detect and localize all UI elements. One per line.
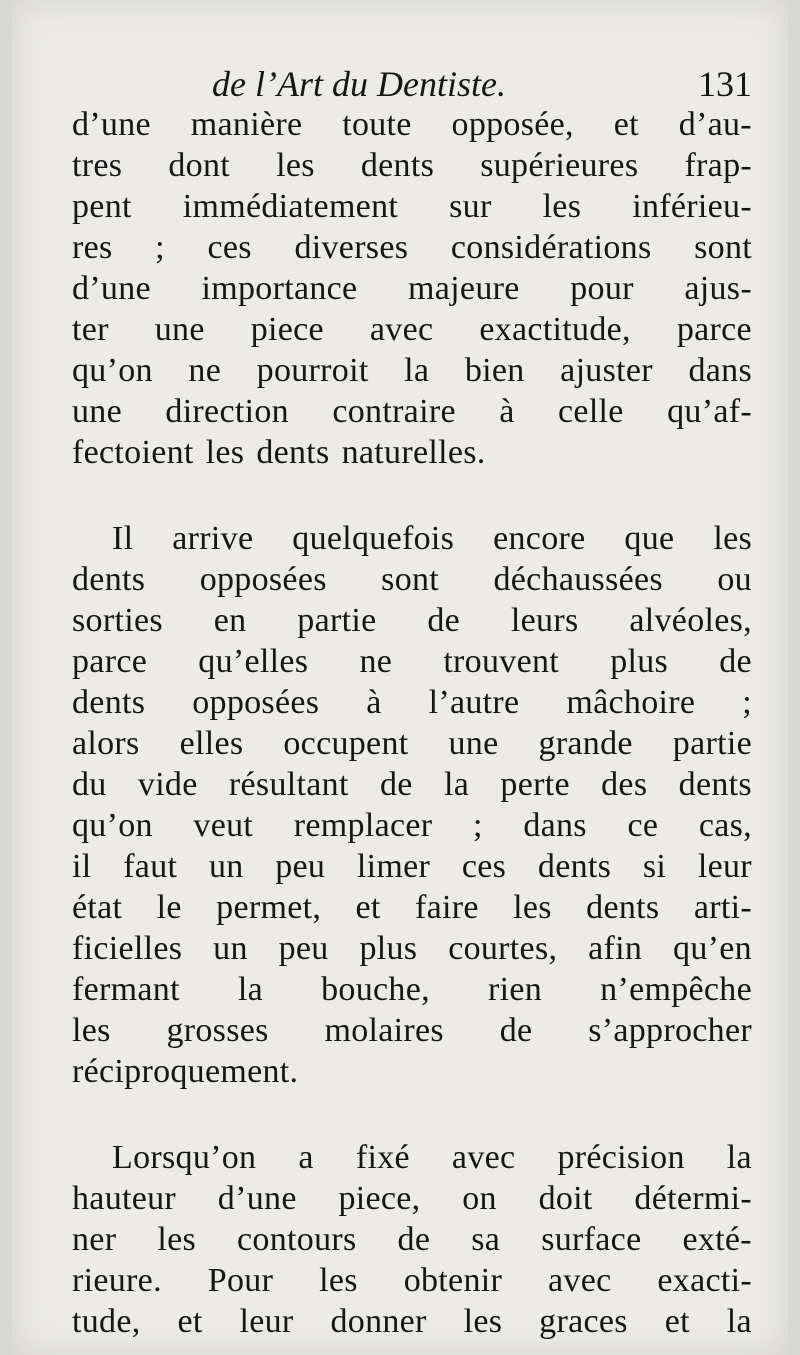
paragraph-3 <box>72 1137 752 1342</box>
text-line: pent immédiatement sur les inférieu- <box>72 188 752 225</box>
text-line: du vide résultant de la perte des dents <box>72 766 752 803</box>
text-line: les grosses molaires de s’approcher <box>72 1012 752 1049</box>
text-line: qu’on veut remplacer ; dans ce cas, <box>72 807 752 844</box>
text-line: réciproquement. <box>72 1053 299 1090</box>
text-line: fermant la bouche, rien n’empêche <box>72 971 752 1008</box>
text-line: tres dont les dents supérieures frap- <box>72 147 752 184</box>
text-line: ficielles un peu plus courtes, afin qu’en <box>72 930 752 967</box>
text-line: d’une manière toute opposée, et d’au- <box>72 106 752 143</box>
running-title: de l’Art du Dentiste. <box>212 64 506 104</box>
text-line: res ; ces diverses considérations sont <box>72 229 752 266</box>
text-line: il faut un peu limer ces dents si leur <box>72 848 752 885</box>
text-line: hauteur d’une piece, on doit détermi- <box>72 1180 752 1217</box>
text-line: état le permet, et faire les dents arti- <box>72 889 752 926</box>
text-line: fectoient les dents naturelles. <box>72 434 486 471</box>
text-line: Il arrive quelquefois encore que les <box>112 520 752 557</box>
text-line: tude, et leur donner les graces et la <box>72 1303 752 1340</box>
text-line: d’une importance majeure pour ajus- <box>72 270 752 307</box>
text-line: ner les contours de sa surface exté- <box>72 1221 752 1258</box>
text-line: une direction contraire à celle qu’af- <box>72 393 752 430</box>
text-line: rieure. Pour les obtenir avec exacti- <box>72 1262 752 1299</box>
book-page <box>12 0 788 1355</box>
text-line: dents opposées à l’autre mâchoire ; <box>72 684 752 721</box>
text-line: sorties en partie de leurs alvéoles, <box>72 602 752 639</box>
running-header <box>212 62 752 106</box>
text-line: qu’on ne pourroit la bien ajuster dans <box>72 352 752 389</box>
page-number: 131 <box>698 64 752 104</box>
paragraph-2 <box>72 518 752 1092</box>
paragraph-1 <box>72 104 752 473</box>
text-line: alors elles occupent une grande partie <box>72 725 752 762</box>
text-line: Lorsqu’on a fixé avec précision la <box>112 1139 752 1176</box>
text-line: parce qu’elles ne trouvent plus de <box>72 643 752 680</box>
text-line: ter une piece avec exactitude, parce <box>72 311 752 348</box>
text-line: dents opposées sont déchaussées ou <box>72 561 752 598</box>
body-text <box>72 104 752 1342</box>
